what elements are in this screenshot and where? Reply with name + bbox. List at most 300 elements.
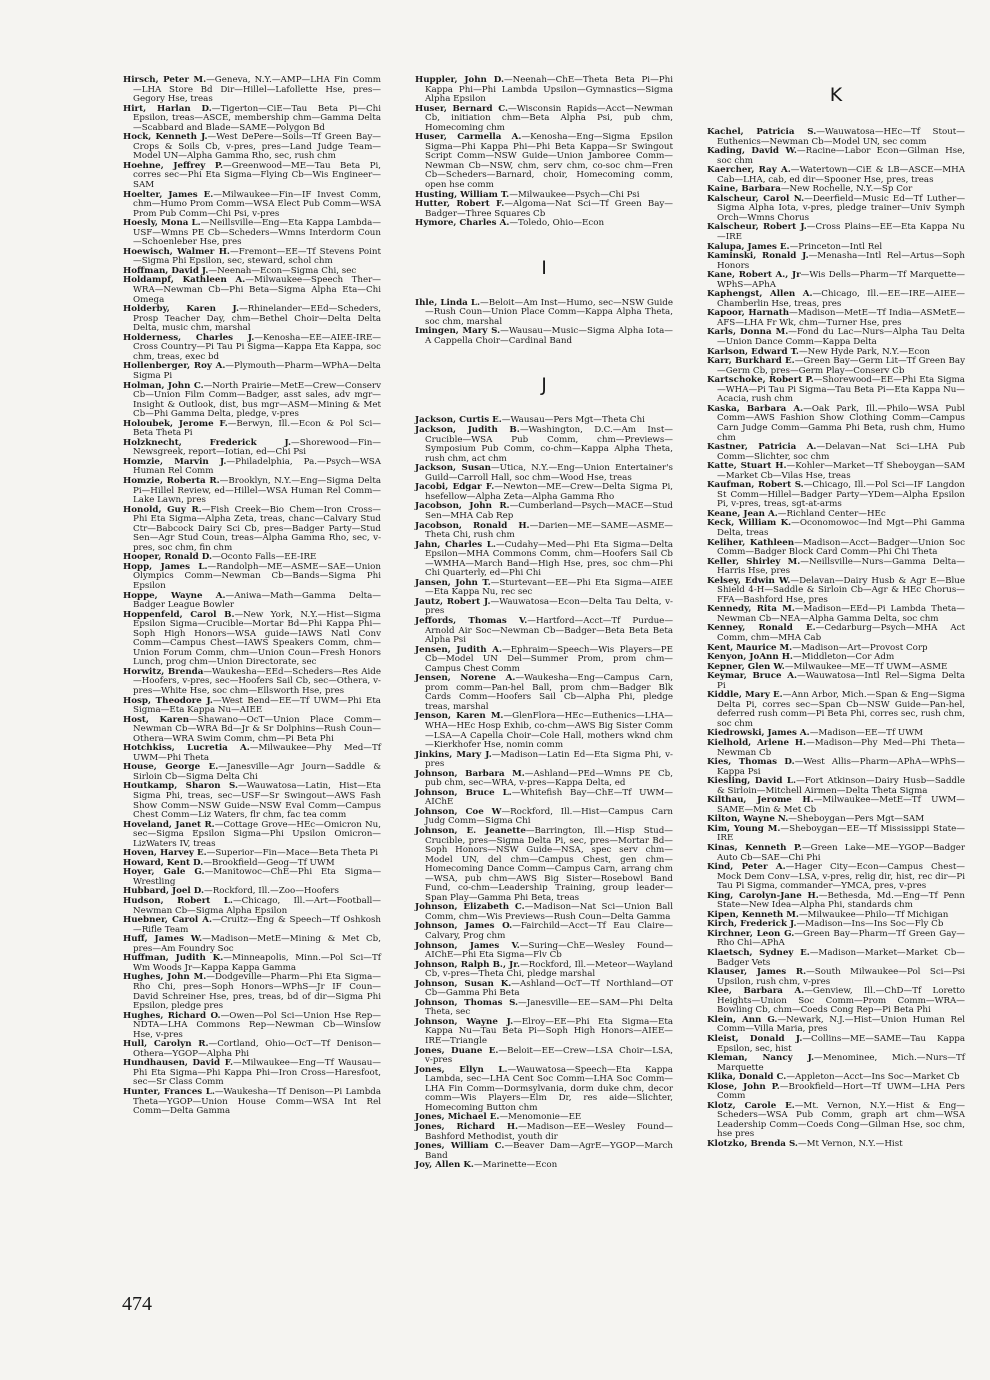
entry-details: —Delavan—Dairy Husb & Agr E—Blue Shield 4-H—Saddle & Sirloin Cb—Agr & HEc Chorus—FFA—Bashford Hse, pres bbox=[717, 575, 965, 605]
entry-details: —Wauwatosa—Econ—Delta Tau Delta, v-pres bbox=[425, 596, 673, 617]
entry-name: Keck, William K. bbox=[707, 518, 792, 529]
entry-name: Jackson, Susan bbox=[415, 463, 491, 474]
entry-details: —West DePere—Soils—Tf Green Bay—Crops & Soils Cb, v-pres, pres—Land Judge Team—Model UN—Alpha Gamma Rho, sec, rush chm bbox=[133, 132, 381, 162]
entry-details: —Genview, Ill.—ChD—Tf Loretto Heights—Union Soc Comm—Prom Comm—WRA—Bowling Cb, chm—Coeds Cong Rep—Pi Beta Phi bbox=[717, 986, 965, 1016]
entry-details: —Toledo, Ohio—Econ bbox=[509, 218, 605, 229]
directory-entry bbox=[707, 796, 965, 815]
directory-entry bbox=[123, 276, 381, 305]
entry-name: Keliher, Kathleen bbox=[707, 537, 795, 548]
entry-details: —Dodgeville—Pharm—Phi Eta Sigma—Rho Chi, pres—Soph Honors—WPhS—Jr IF Coun—David Schreiner Hse, pres, treas, bd of dir—Sigma Phi Epsilon, pledge pres bbox=[133, 972, 381, 1012]
entry-details: —Darien—ME—SAME—ASME—Theta Chi, rush chm bbox=[425, 520, 673, 541]
entry-details: —Kohler—Market—Tf Sheboygan—SAM—Market Cb—Vilas Hse, treas bbox=[717, 461, 965, 481]
entry-details: —Minneapolis, Minn.—Pol Sci—Tf Wm Woods Jr—Kappa Kappa Gamma bbox=[133, 953, 381, 973]
directory-entry bbox=[415, 579, 673, 598]
directory-entry bbox=[123, 668, 381, 697]
directory-entry bbox=[415, 483, 673, 502]
section-letter: J bbox=[541, 374, 547, 397]
entry-name: Holdampf, Kathleen A. bbox=[123, 275, 246, 286]
entry-name: Huppler, John D. bbox=[415, 75, 504, 85]
directory-entry bbox=[123, 897, 381, 916]
entry-name: Kane, Robert A., Jr bbox=[707, 270, 801, 281]
directory-entry bbox=[123, 362, 381, 381]
entry-details: —Rockford, Ill.—Zoo—Hoofers bbox=[204, 886, 339, 897]
entry-name: Kiddle, Mary E. bbox=[707, 690, 783, 701]
entry-details: —Rockford, Ill.—Meteor—Wayland Cb, v-pres—Theta Chi, pledge marshal bbox=[425, 959, 673, 980]
entry-details: —Oconomowoc—Ind Mgt—Phi Gamma Delta, treas bbox=[717, 518, 965, 538]
entry-name: Katte, Stuart H. bbox=[707, 461, 787, 472]
entry-name: Kenyon, JoAnn H. bbox=[707, 652, 793, 663]
directory-entry bbox=[415, 1142, 673, 1161]
entry-name: Kaska, Barbara A. bbox=[707, 403, 804, 414]
entry-name: Kaphengst, Allen A. bbox=[707, 289, 813, 300]
column-right bbox=[707, 76, 965, 1150]
entry-name: Joy, Allen K. bbox=[415, 1160, 474, 1171]
entry-name: Karlson, Edward T. bbox=[707, 346, 799, 357]
entry-name: Johnson, Susan K. bbox=[415, 978, 512, 989]
entry-details: —Madison—EEd—Pi Lambda Theta—Newman Cb—NEA—Alpha Gamma Delta, soc chm bbox=[717, 604, 965, 624]
entry-name: Hoyer, Gale G. bbox=[123, 867, 205, 878]
directory-entry bbox=[123, 1040, 381, 1059]
entry-details: —Chicago, Ill.—Art—Football—Newman Cb—Sigma Alpha Epsilon bbox=[133, 896, 381, 916]
entry-details: —Hartford—Acct—Tf Purdue—Arnold Air Soc—Newman Cb—Badger—Beta Beta Beta Alpha Psi bbox=[425, 615, 674, 646]
entry-name: Hull, Carolyn R. bbox=[123, 1039, 209, 1050]
directory-entry bbox=[707, 252, 965, 271]
entry-name: Keymar, Bruce A. bbox=[707, 671, 798, 682]
entry-details: —Brookfield—Geog—Tf UWM bbox=[203, 857, 335, 868]
entry-name: Kielhold, Arlene H. bbox=[707, 738, 807, 748]
directory-entry bbox=[415, 980, 673, 999]
entry-name: Huffman, Judith K. bbox=[123, 953, 224, 964]
entry-name: Hoppe, Wayne A. bbox=[123, 590, 226, 601]
entry-details: —Madison—MetE—Tf India—ASMetE—AFS—LHA Fr Wk, chm—Turner Hse, pres bbox=[717, 308, 966, 328]
entry-details: —Waukesha—Eng—Campus Carn, prom comm—Pan-hel Ball, prom chm—Badger Blk Cards Comm—Hoofers Sail Cb—Alpha Phi, pledge treas, marshal bbox=[425, 673, 673, 712]
entry-details: —Ashland—PEd—Wmns PE Cb, pub chm, sec—WRA, v-pres—Kappa Delta, ed bbox=[425, 768, 673, 789]
directory-entry bbox=[415, 674, 673, 712]
page-number: 474 bbox=[122, 1293, 152, 1315]
directory-entry bbox=[123, 916, 381, 935]
entry-name: Hosp, Theodore J. bbox=[123, 695, 213, 706]
entry-name: Kaminski, Ronald J. bbox=[707, 251, 809, 262]
directory-entry bbox=[415, 219, 673, 229]
directory-entry bbox=[415, 808, 673, 827]
entry-name: Johnson, James O. bbox=[415, 921, 513, 932]
directory-entry bbox=[415, 942, 673, 961]
entry-details: —Wausau—Pers Mgt—Theta Chi bbox=[501, 415, 645, 426]
entry-name: Kim, Young M. bbox=[707, 823, 781, 834]
directory-entry bbox=[123, 219, 381, 248]
entry-name: Johnson, Bruce L. bbox=[415, 787, 512, 798]
entry-details: —Randolph—ME—ASME—SAE—Union Olympics Comm—Newman Cb—Bands—Sigma Phi Epsilon bbox=[133, 561, 381, 591]
entry-details: —Waukesha—EEd—Scheders—Res Aide—Hoofers, v-pres, sec—Hoofers Sail Cb, sec—Othera, v-pres—White Hse, soc chm—Ellsworth Hse, pres bbox=[133, 666, 381, 696]
entry-name: Kachel, Patricia S. bbox=[707, 127, 817, 137]
column-middle bbox=[415, 76, 673, 1171]
directory-entry bbox=[123, 954, 381, 973]
directory-entry bbox=[415, 541, 673, 579]
entry-details: —Mt. Vernon, N.Y.—Hist & Eng—Scheders—WSA Pub Comm, graph art chm—WSA Leadership Comm—Coeds Cong—Gilman Hse, soc chm, hse pres bbox=[717, 1100, 965, 1140]
directory-entry bbox=[123, 697, 381, 716]
entry-details: —South Milwaukee—Pol Sci—Psi Upsilon, rush chm, v-pres bbox=[717, 967, 965, 987]
directory-entry bbox=[415, 522, 673, 541]
entry-name: Hock, Kenneth J. bbox=[123, 132, 208, 143]
directory-entry bbox=[415, 827, 673, 903]
entry-name: Kleman, Nancy J. bbox=[707, 1053, 815, 1064]
entry-name: Kapoor, Harnath bbox=[707, 308, 790, 319]
entry-details: —Madison—Nat Sci—Union Ball Comm, chm—Wis Previews—Rush Coun—Delta Gamma bbox=[425, 902, 673, 922]
entry-details: —Princeton—Intl Rel bbox=[789, 241, 883, 252]
entry-details: —Fremont—EE—Tf Stevens Point—Sigma Phi Epsilon, sec, steward, schol chm bbox=[133, 246, 381, 267]
directory-entry bbox=[123, 782, 381, 820]
entry-name: Johnson, Coe W bbox=[415, 806, 502, 817]
entry-details: —Richland Center—HEc bbox=[777, 508, 886, 519]
entry-name: Kiedrowski, James A. bbox=[707, 728, 810, 739]
entry-details: —Shorewood—EE—Phi Eta Sigma—WHA—Pi Tau Pi Sigma—Tau Beta Pi—Eta Kappa Nu—Acacia, rush chm bbox=[717, 375, 965, 405]
entry-name: Kinas, Kenneth P. bbox=[707, 843, 802, 854]
entry-name: Kind, Peter A. bbox=[707, 862, 786, 873]
entry-name: Ihle, Linda L. bbox=[415, 297, 481, 308]
directory-entry bbox=[707, 777, 965, 796]
entry-name: Johnson, E. Jeanette bbox=[415, 826, 526, 836]
entry-name: Jones, Ellyn L. bbox=[415, 1064, 508, 1075]
entry-name: Klotz, Carole E. bbox=[707, 1100, 795, 1111]
directory-entry bbox=[123, 248, 381, 267]
entry-name: Hudson, Robert L. bbox=[123, 896, 233, 907]
entry-name: Hoesly, Mona L. bbox=[123, 218, 201, 229]
directory-entry bbox=[707, 758, 965, 777]
entry-details: —Racine—Labor Econ—Gilman Hse, soc chm bbox=[717, 146, 965, 166]
entry-details: —Wis Dells—Pharm—Tf Marquette—WPhS—APhA bbox=[717, 270, 965, 290]
directory-entry bbox=[123, 973, 381, 1011]
entry-details: —Plymouth—Pharm—WPhA—Delta Sigma Pi bbox=[133, 361, 381, 381]
entry-details: —Neillsville—Eng—Eta Kappa Lambda—USF—Wmns PE Cb—Scheders—Wmns Interdorm Coun—Schoenleber Hse, pres bbox=[133, 218, 381, 248]
entry-details: —Wauwatosa—HEc—Tf Stout—Euthenics—Newman Cb—Model UN, sec comm bbox=[717, 127, 965, 147]
directory-entry bbox=[415, 1066, 673, 1114]
entry-name: Jones, Richard H. bbox=[415, 1121, 519, 1132]
entry-details: —Milwaukee—Eng—Tf Wausau—Phi Eta Sigma—Phi Kappa Phi—Iron Cross—Haresfoot, sec—Sr Class Comm bbox=[133, 1058, 381, 1088]
directory-entry bbox=[415, 327, 673, 346]
entry-name: Jautz, Robert J. bbox=[415, 596, 491, 607]
entry-details: —Wausau—Music—Sigma Alpha Iota—A Cappella Choir—Cardinal Band bbox=[425, 326, 673, 346]
entry-name: Hoven, Harvey E. bbox=[123, 848, 207, 859]
entry-details: —Utica, N.Y.—Eng—Union Entertainer's Guild—Carroll Hall, soc chm—Wood Hse, treas bbox=[425, 463, 673, 483]
directory-entry bbox=[415, 617, 673, 646]
entry-details: —Cross Plains—EE—Eta Kappa Nu—IRE bbox=[717, 222, 965, 243]
entry-details: —Milwaukee—Philo—Tf Michigan bbox=[798, 909, 949, 920]
directory-entry bbox=[123, 382, 381, 420]
directory-entry bbox=[707, 968, 965, 987]
directory-entry bbox=[123, 868, 381, 887]
directory-entry bbox=[707, 309, 965, 328]
entry-details: —Newark, N.J.—Hist—Union Human Rel Comm—Villa Maria, pres bbox=[717, 1014, 965, 1035]
entry-name: Huser, Carmella A. bbox=[415, 132, 522, 143]
entry-name: Klotzko, Brenda S. bbox=[707, 1138, 798, 1149]
directory-entry bbox=[123, 105, 381, 134]
entry-name: Jackson, Curtis E. bbox=[415, 415, 502, 426]
entry-name: Jahn, Charles L. bbox=[415, 539, 496, 550]
entry-name: Jackson, Judith B. bbox=[415, 425, 520, 436]
directory-entry bbox=[415, 464, 673, 483]
directory-entry bbox=[707, 558, 965, 577]
directory-entry bbox=[123, 763, 381, 782]
directory-entry bbox=[415, 598, 673, 617]
directory-entry bbox=[707, 1102, 965, 1140]
entry-name: Kalupa, James E. bbox=[707, 241, 790, 252]
entry-details: —Wauwatosa—Intl Rel—Sigma Delta Pi bbox=[717, 671, 965, 691]
entry-name: Kepner, Glen W. bbox=[707, 661, 785, 672]
directory-entry bbox=[123, 563, 381, 592]
entry-details: —Washington, D.C.—Am Inst—Crucible—WSA Pub Comm, chm—Previews—Symposium Pub Comm, co-chm—Kappa Alpha Theta, rush chm, act chm bbox=[425, 425, 673, 464]
entry-details: —Beloit—Am Inst—Humo, sec—NSW Guide—Rush Coun—Union Place Comm—Kappa Alpha Theta, soc chm, marshal bbox=[425, 297, 673, 327]
entry-details: —Madison—Acct—Badger—Union Soc Comm—Badger Block Card Comm—Phi Chi Theta bbox=[717, 537, 965, 558]
entry-details: —Madison—Market—Market Cb—Badger Vets bbox=[717, 948, 965, 968]
entry-name: Klika, Donald C. bbox=[707, 1072, 787, 1083]
entry-name: King, Carolyn-Jane H. bbox=[707, 890, 819, 901]
entry-name: Kartschoke, Robert P. bbox=[707, 375, 814, 386]
entry-details: —Fort Atkinson—Dairy Husb—Saddle & Sirloin—Mitchell Airmen—Delta Theta Sigma bbox=[717, 776, 965, 796]
directory-entry bbox=[707, 825, 965, 844]
entry-name: Hopp, James L. bbox=[123, 561, 208, 572]
entry-name: Kilton, Wayne N. bbox=[707, 814, 789, 825]
directory-entry bbox=[123, 458, 381, 477]
entry-details: —Menasha—Intl Rel—Artus—Soph Honors bbox=[717, 251, 965, 271]
directory-entry bbox=[123, 744, 381, 763]
entry-name: Hooper, Ronald D. bbox=[123, 552, 212, 563]
directory-entry bbox=[123, 821, 381, 850]
entry-name: Kennedy, Rita M. bbox=[707, 604, 795, 615]
entry-details: —Owen—Pol Sci—Union Hse Rep—NDTA—LHA Commons Rep—Newman Cb—Winslow Hse, v-pres bbox=[133, 1010, 381, 1040]
entry-details: —Elroy—EE—Phi Eta Sigma—Eta Kappa Nu—Tau Beta Pi—Soph High Honors—AIEE—IRE—Triangle bbox=[425, 1016, 673, 1047]
entry-details: —Madison—EE—Wesley Found—Bashford Methodist, youth dir bbox=[425, 1121, 673, 1142]
directory-entry bbox=[123, 1088, 381, 1117]
directory-entry bbox=[707, 223, 965, 242]
entry-name: Hoffman, David J. bbox=[123, 265, 209, 276]
entry-details: —Berwyn, Ill.—Econ & Pol Sci—Beta Theta Pi bbox=[133, 418, 381, 439]
entry-name: Hoppenfeld, Carol B. bbox=[123, 609, 235, 620]
entry-details: —Cortland, Ohio—OcT—Tf Denison—Othera—YGOP—Alpha Phi bbox=[133, 1039, 381, 1059]
entry-details: —Neenah—ChE—Theta Beta Pi—Phi Kappa Phi—Phi Lambda Upsilon—Gymnastics—Sigma Alpha Epsilon bbox=[425, 75, 673, 105]
entry-name: Klee, Barbara A. bbox=[707, 986, 805, 997]
entry-name: Jinkins, Mary J. bbox=[415, 749, 492, 760]
entry-details: —Green Bay—Germ Lit—Tf Green Bay—Germ Cb, pres—Germ Play—Conserv Cb bbox=[717, 356, 966, 376]
directory-entry bbox=[707, 930, 965, 949]
entry-details: —Beloit—EE—Crew—LSA Choir—LSA, v-pres bbox=[425, 1045, 674, 1066]
directory-entry bbox=[415, 1161, 673, 1171]
entry-details: —Wauwatosa—Latin, Hist—Eta Sigma Phi, treas, sec—USF—Sr Swingout—AWS Fash Show Comm—NSW Guide—NSW Eval Comm—Campus Chest Comm—Liz Waters, flr chm, fac tea comm bbox=[133, 781, 382, 821]
entry-details: —Suring—ChE—Wesley Found—AIChE—Phi Eta Sigma—Flv Cb bbox=[425, 940, 673, 961]
directory-entry bbox=[707, 739, 965, 758]
entry-details: —West Bend—EE—Tf UWM—Phi Eta Sigma—Eta Kappa Nu—AIEE bbox=[133, 695, 381, 716]
directory-entry bbox=[415, 1047, 673, 1066]
entry-details: —Fish Creek—Bio Chem—Iron Cross—Phi Eta Sigma—Alpha Zeta, treas, chanc—Calvary Stud Ctr—Babcock Dairy Sci Cb, pres—Badger Party—Stud Sen—Agr Stud Coun, treas—Alpha Gamma Rho, sec, v-pres, soc chm, fin chm bbox=[133, 504, 381, 553]
entry-name: Kalscheur, Carol N. bbox=[707, 193, 805, 204]
entry-name: Hubbard, Joel D. bbox=[123, 886, 205, 897]
entry-details: —Madison—EE—Tf UWM bbox=[809, 728, 924, 739]
entry-name: Kenney, Ronald E. bbox=[707, 623, 816, 634]
entry-details: —Green Bay—Pharm—Tf Green Gay—Rho Chi—APhA bbox=[717, 928, 965, 949]
directory-entry bbox=[707, 1016, 965, 1035]
entry-name: Holderness, Charles J. bbox=[123, 332, 255, 343]
entry-name: Hirsch, Peter M. bbox=[123, 75, 207, 85]
entry-name: Holderby, Karen J. bbox=[123, 304, 239, 315]
entry-details: —Milwaukee—Psych—Chi Psi bbox=[509, 189, 640, 200]
directory-entry bbox=[707, 691, 965, 729]
entry-details: —Wisconsin Rapids—Acct—Newman Cb, initiation chm—Beta Alpha Psi, pub chm, Homecoming chm bbox=[425, 103, 673, 133]
entry-name: Jones, William C. bbox=[415, 1141, 505, 1152]
entry-name: Kies, Thomas D. bbox=[707, 757, 795, 768]
entry-details: —Chicago, Ill.—EE—IRE—AIEE—Chamberlin Hse, treas, pres bbox=[717, 289, 965, 309]
entry-details: —Neillsville—Nurs—Gamma Delta—Harris Hse, pres bbox=[717, 556, 965, 577]
entry-details: —Collins—ME—SAME—Tau Kappa Epsilon, sec, hist bbox=[717, 1033, 965, 1054]
entry-details: —Philadelphia, Pa.—Psych—WSA Human Rel Comm bbox=[133, 456, 381, 477]
entry-name: Hundhausen, David F. bbox=[123, 1058, 234, 1069]
entry-name: Jacobson, John R. bbox=[415, 501, 510, 512]
entry-details: —Ephraim—Speech—Wis Players—PE Cb—Model UN Del—Summer Prom, prom chm—Campus Chest Comm bbox=[425, 644, 673, 674]
entry-details: —New York, N.Y.—Hist—Sigma Epsilon Sigma—Crucible—Mortar Bd—Phi Kappa Phi—Soph High Honors—WSA guide—IAWS Natl Conv Comm—Campus Chest—IAWS Speakers Comm, chm—Union Forum Comm, chm—Union Coun—Fresh Honors Lunch, prog chm—Union Directorate, sec bbox=[133, 609, 381, 668]
entry-name: Hymore, Charles A. bbox=[415, 218, 510, 229]
directory-entry bbox=[707, 357, 965, 376]
entry-details: —Madison—Ins—Ins Soc—Fly Cb bbox=[796, 919, 944, 930]
entry-name: Huebner, Carol A. bbox=[123, 915, 213, 926]
directory-entry bbox=[123, 1012, 381, 1041]
entry-name: Howard, Kent D. bbox=[123, 857, 204, 868]
entry-name: Keller, Shirley M. bbox=[707, 556, 801, 567]
entry-name: Husting, William T. bbox=[415, 189, 510, 200]
entry-name: Jacobi, Edgar F. bbox=[415, 482, 495, 493]
entry-name: Jones, Michael E. bbox=[415, 1112, 500, 1123]
directory-entry bbox=[123, 611, 381, 668]
directory-entry bbox=[415, 76, 673, 105]
entry-name: Johnson, Barbara M. bbox=[415, 768, 525, 779]
entry-name: Kirchner, Leon G. bbox=[707, 928, 795, 939]
entry-details: —Ashland—OcT—Tf Northland—OT Cb—Gamma Phi Beta bbox=[425, 978, 673, 999]
entry-name: Kaine, Barbara bbox=[707, 184, 781, 195]
entry-details: —Sheboygan—EE—Tf Mississippi State—IRE bbox=[717, 823, 965, 844]
entry-details: —Milwaukee—Speech Ther—WRA—Newman Cb—Phi Beta—Sigma Alpha Eta—Chi Omega bbox=[133, 275, 381, 305]
entry-details: —Marinette—Econ bbox=[473, 1160, 558, 1171]
directory-entry bbox=[707, 405, 965, 443]
directory-entry bbox=[123, 133, 381, 162]
entry-name: Klauser, James R. bbox=[707, 967, 807, 978]
entry-details: —New Rochelle, N.Y.—Sp Cor bbox=[780, 184, 913, 195]
entry-details: —Madison—Latin Ed—Eta Sigma Phi, v-pres bbox=[425, 749, 673, 770]
directory-entry bbox=[707, 577, 965, 606]
entry-name: Jenson, Karen M. bbox=[415, 711, 504, 722]
entry-name: Hunter, Frances L. bbox=[123, 1086, 215, 1097]
directory-entry bbox=[707, 290, 965, 309]
entry-details: —Cudahy—Med—Phi Eta Sigma—Delta Epsilon—MHA Commons Comm, chm—Hoofers Sail Cb—WMHA—March Band—High Hse, pres, soc chm—Phi Chi Quarterly, ed—Phi Chi bbox=[425, 539, 673, 579]
directory-entry bbox=[123, 162, 381, 191]
entry-details: —Mt Vernon, N.Y.—Hist bbox=[797, 1138, 903, 1149]
directory-entry bbox=[123, 305, 381, 334]
entry-details: —Cumberland—Psych—MACE—Stud Sen—MHA Cab Rep bbox=[425, 501, 673, 521]
entry-details: —Delavan—Nat Sci—LHA Pub Comm—Slichter, soc chm bbox=[717, 442, 966, 462]
entry-name: Kleist, Donald J. bbox=[707, 1033, 803, 1044]
entry-name: Hughes, John M. bbox=[123, 972, 207, 983]
entry-details: —Aniwa—Math—Gamma Delta—Badger League Bowler bbox=[133, 590, 381, 611]
directory-entry bbox=[707, 844, 965, 863]
directory-entry bbox=[415, 712, 673, 750]
entry-name: Kent, Maurice M. bbox=[707, 642, 793, 653]
entry-name: Hollenberger, Roy A. bbox=[123, 361, 226, 372]
entry-name: Kalscheur, Robert J. bbox=[707, 222, 807, 233]
entry-name: Hoewisch, Walmer H. bbox=[123, 246, 230, 257]
entry-details: —Deerfield—Music Ed—Tf Luther—Sigma Alpha Iota, v-pres, pledge trainer—Univ Symph Orch—Wmns Chorus bbox=[717, 193, 966, 223]
entry-details: —Brooklyn, N.Y.—Eng—Sigma Delta Pi—Hillel Review, ed—Hillel—WSA Human Rel Comm—Lake Lawn, pres bbox=[133, 475, 381, 506]
entry-details: —Sheboygan—Pers Mgt—SAM bbox=[788, 814, 925, 825]
directory-entry bbox=[123, 334, 381, 363]
entry-details: —Geneva, N.Y.—AMP—LHA Fin Comm—LHA Store Bd Dir—Hillel—Lafollette Hse, pres—Gegory Hse, treas bbox=[133, 75, 381, 105]
entry-name: Hutter, Robert F. bbox=[415, 199, 505, 210]
column-left bbox=[123, 76, 381, 1117]
directory-entry bbox=[123, 439, 381, 458]
directory-entry bbox=[415, 299, 673, 328]
entry-name: Johnson, Wayne J. bbox=[415, 1016, 514, 1027]
directory-entry bbox=[123, 76, 381, 105]
entry-name: Holman, John C. bbox=[123, 380, 204, 391]
entry-name: Honold, Guy R. bbox=[123, 504, 202, 515]
entry-name: Kilthau, Jerome H. bbox=[707, 795, 814, 806]
entry-details: —Menominee, Mich.—Nurs—Tf Marquette bbox=[717, 1053, 965, 1073]
entry-details: —Milwaukee—Phy Med—Tf UWM—Phi Theta bbox=[133, 743, 381, 763]
directory-entry bbox=[707, 462, 965, 481]
entry-details: —Rhinelander—EEd—Scheders, Prosp Teacher Day, chm—Bethel Choir—Delta Delta Delta, music chm, marshal bbox=[133, 304, 381, 334]
directory-entry bbox=[707, 1035, 965, 1054]
entry-details: —Madison—MetE—Mining & Met Cb, pres—Am Foundry Soc bbox=[133, 934, 381, 954]
entry-details: —Beaver Dam—AgrE—YGOP—March Band bbox=[425, 1141, 674, 1161]
directory-entry bbox=[707, 519, 965, 538]
directory-entry bbox=[707, 147, 965, 166]
entry-name: Johnson, Elizabeth C. bbox=[415, 902, 525, 913]
entry-details: —Milwaukee—Fin—IF Invest Comm, chm—Humo Prom Comm—WSA Elect Pub Comm—WSA Prom Pub Comm—Chi Psi, v-pres bbox=[133, 189, 381, 219]
entry-name: Keane, Jean A. bbox=[707, 508, 778, 519]
entry-name: Jacobson, Ronald H. bbox=[415, 520, 530, 531]
directory-entry bbox=[707, 328, 965, 347]
section-letter: I bbox=[541, 256, 547, 279]
entry-details: —Newton—ME—Crew—Delta Sigma Pi, hsefellow—Alpha Zeta—Alpha Gamma Rho bbox=[425, 482, 673, 502]
directory-entry bbox=[707, 539, 965, 558]
entry-name: Imingen, Mary S. bbox=[415, 326, 501, 337]
entry-name: Klaetsch, Sydney E. bbox=[707, 948, 810, 959]
entry-name: Hotchkiss, Lucretia A. bbox=[123, 743, 250, 754]
directory-entry bbox=[415, 646, 673, 675]
entry-details: —Milwaukee—MetE—Tf UWM—SAME—Min & Met Cb bbox=[717, 795, 965, 815]
entry-name: Kaufman, Robert S. bbox=[707, 480, 804, 491]
entry-name: Hoehne, Jeffrey P. bbox=[123, 160, 224, 171]
entry-name: Holzknecht, Frederick J. bbox=[123, 437, 291, 448]
entry-details: —Tigerton—CiE—Tau Beta Pi—Chi Epsilon, treas—ASCE, membership chm—Gamma Delta—Scabbard and Blade—SAME—Polygon Bd bbox=[133, 103, 381, 133]
entry-details: —Janesville—EE—SAM—Phi Delta Theta, sec bbox=[425, 997, 673, 1018]
entry-details: —Appleton—Acct—Ins Soc—Market Cb bbox=[786, 1072, 960, 1083]
directory-entry bbox=[123, 592, 381, 611]
directory-entry bbox=[415, 789, 673, 808]
entry-details: —New Hyde Park, N.Y.—Econ bbox=[798, 346, 931, 357]
entry-name: Holoubek, Jerome F. bbox=[123, 418, 228, 429]
directory-entry bbox=[415, 751, 673, 770]
entry-details: —Sturtevant—EE—Phi Eta Sigma—AIEE—Eta Kappa Nu, rec sec bbox=[425, 577, 673, 598]
entry-details: —Chicago, Ill.—Pol Sci—IF Langdon St Comm—Hillel—Badger Party—YDem—Alpha Epsilon Pi, v-pres, treas, sgt-at-arms bbox=[717, 480, 966, 510]
directory-entry bbox=[123, 716, 381, 745]
entry-details: —Cedarburg—Psych—MHA Act Comm, chm—MHA Cab bbox=[717, 623, 965, 643]
directory-entry bbox=[707, 1140, 965, 1150]
entry-details: —West Allis—Pharm—APhA—WPhS—Kappa Psi bbox=[717, 757, 965, 777]
directory-entry bbox=[415, 1018, 673, 1047]
entry-details: —Waukesha—Tf Denison—Pi Lambda Theta—YGOP—Union House Comm—WSA Int Rel Comm—Delta Gamma bbox=[133, 1086, 381, 1117]
entry-details: —Brookfield—Hort—Tf UWM—LHA Pers Comm bbox=[717, 1081, 966, 1102]
entry-details: —Superior—Fin—Mace—Beta Theta Pi bbox=[206, 848, 378, 859]
directory-entry bbox=[707, 892, 965, 911]
entry-name: Kastner, Patricia A. bbox=[707, 442, 817, 453]
entry-details: —Rockford, Ill.—Hist—Campus Carn Judg Comm—Sigma Chi bbox=[425, 806, 674, 827]
entry-name: Homzie, Marvin J. bbox=[123, 456, 227, 467]
